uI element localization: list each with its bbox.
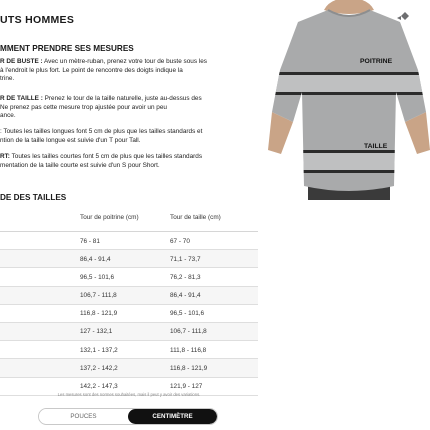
chest-value: 142,2 - 147,3: [80, 383, 118, 390]
table-row: [0, 359, 258, 377]
header-waist: Tour de taille (cm): [170, 214, 221, 221]
short-instructions-line: Toutes les tailles courtes font 5 cm de plus que les tailles standards: [9, 153, 203, 160]
chest-value: 116,8 - 121,9: [80, 310, 118, 318]
table-header-row: [0, 205, 258, 232]
waist-label: TAILLE: [364, 143, 388, 150]
short-instructions-label: RT:: [0, 153, 10, 160]
inches-option[interactable]: POUCES: [39, 409, 128, 424]
chest-value: 86,4 - 91,4: [80, 255, 111, 263]
chest-instructions-line: à l'endroit le plus fort. Le point de rencontre des doigts indique la: [0, 66, 183, 74]
waist-zone: [268, 153, 430, 170]
waist-band-bottom: [268, 170, 430, 173]
short-instructions-line: mentation de la taille courte est suivie d'un S pour Short.: [0, 161, 160, 169]
table-row: [0, 341, 258, 359]
unit-toggle[interactable]: [38, 408, 218, 425]
waist-value: 111,8 - 116,8: [170, 346, 207, 354]
chest-instructions-line: Avec un mètre-ruban, prenez votre tour de buste sous les: [42, 58, 207, 65]
waist-value: 116,8 - 121,9: [170, 364, 208, 372]
short-instructions: [0, 153, 250, 170]
centimeter-option[interactable]: CENTIMÈTRE: [128, 409, 217, 424]
waist-value: 86,4 - 91,4: [170, 292, 201, 300]
chest-zone: [268, 75, 430, 92]
waist-instructions: [0, 95, 250, 121]
waist-value: 67 - 70: [170, 237, 190, 245]
page-title: UTS HOMMES: [0, 14, 75, 26]
table-row: [0, 250, 258, 268]
waist-value: 106,7 - 111,8: [170, 328, 207, 336]
waist-instructions-line: ance.: [0, 112, 16, 120]
waist-value: 121,9 - 127: [170, 383, 203, 390]
tall-instructions: [0, 128, 250, 145]
chest-label: POITRINE: [360, 58, 393, 65]
chest-value: 127 - 132,1: [80, 328, 113, 336]
size-guide-heading: DE DES TAILLES: [0, 193, 67, 202]
chest-value: 132,1 - 137,2: [80, 346, 118, 354]
header-chest: Tour de poitrine (cm): [80, 214, 139, 221]
chest-instructions-line: trine.: [0, 75, 15, 83]
table-row: [0, 323, 258, 341]
tall-instructions-line: : Toutes les tailles longues font 5 cm de plus que les tailles standards et: [0, 128, 203, 135]
measure-heading: MMENT PRENDRE SES MESURES: [0, 44, 134, 53]
chest-value: 137,2 - 142,2: [80, 364, 118, 372]
waist-instructions-line: Prenez le tour de la taille naturelle, juste au-dessus des: [42, 95, 202, 102]
waist-value: 96,5 - 101,6: [170, 310, 205, 318]
size-table: [0, 205, 258, 396]
waist-value: 71,1 - 73,7: [170, 255, 201, 263]
chest-value: 96,5 - 101,6: [80, 273, 115, 281]
table-body: [0, 232, 258, 396]
waist-instructions-label: R DE TAILLE :: [0, 95, 43, 102]
chest-value: 76 - 81: [80, 237, 100, 245]
tshirt-figure: [268, 0, 430, 200]
brand-logo: [397, 12, 409, 20]
table-row: [0, 268, 258, 286]
chest-band-top: [268, 72, 430, 75]
table-row: [0, 305, 258, 323]
chest-value: 106,7 - 111,8: [80, 292, 117, 300]
waist-value: 76,2 - 81,3: [170, 273, 201, 281]
table-row: [0, 232, 258, 250]
chest-band-bottom: [268, 92, 430, 95]
waist-band-top: [268, 150, 430, 153]
table-row: [0, 287, 258, 305]
chest-instructions: [0, 58, 250, 84]
waist-instructions-line: Ne prenez pas cette mesure trop ajustée pour avoir un peu: [0, 103, 167, 111]
tall-instructions-line: ntion de la taille longue est suivie d'un T pour Tall.: [0, 136, 141, 144]
footnote: Les mesures sont des normes souhaitées, mais il peut y avoir des variations.: [57, 392, 201, 397]
chest-instructions-label: R DE BUSTE :: [0, 58, 43, 65]
